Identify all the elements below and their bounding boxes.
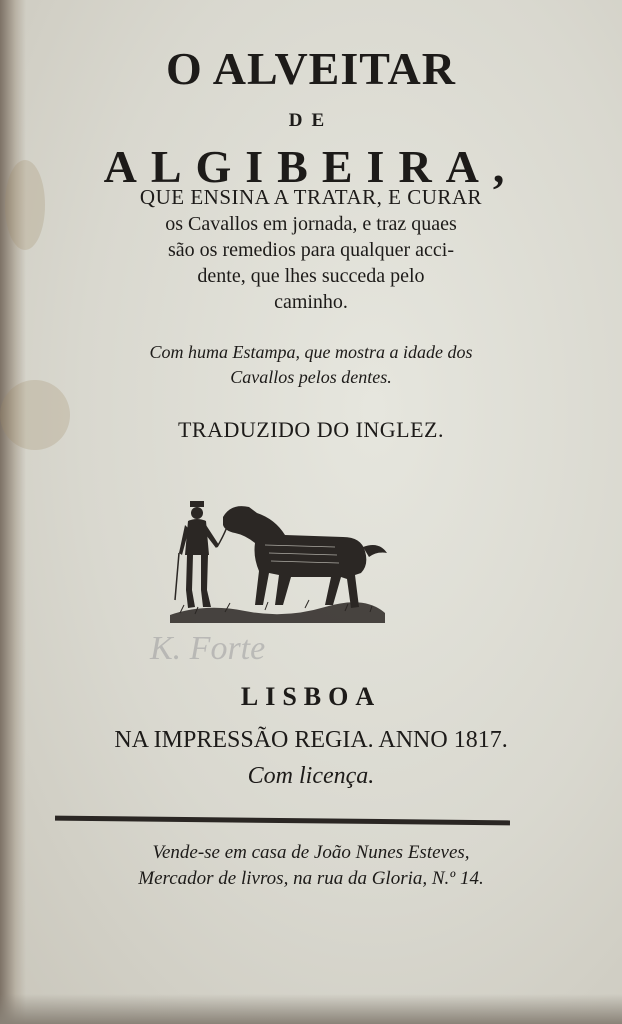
- title-de: DE: [288, 110, 334, 131]
- imprint-city: LISBOA: [240, 682, 382, 711]
- footer-line: Mercador de livros, na rua da Gloria, N.º 14.: [138, 868, 484, 889]
- body-line: são os remedios para qualquer acci-: [168, 239, 454, 261]
- translated-note: TRADUZIDO DO INGLEZ.: [177, 417, 444, 442]
- faded-signature: K. Forte: [150, 630, 266, 667]
- title-algibeira: ALGIBEIRA,: [103, 141, 519, 192]
- imprint-press: NA IMPRESSÃO REGIA. ANNO 1817.: [114, 727, 508, 753]
- page-bottom-edge: [0, 994, 622, 1024]
- footer-line: Vende-se em casa de João Nunes Esteves,: [152, 842, 470, 863]
- imprint-licence: Com licença.: [247, 763, 375, 789]
- subtitle: QUE ENSINA A TRATAR, E CURAR: [139, 185, 483, 209]
- body-line: caminho.: [274, 291, 348, 313]
- book-title: O ALVEITAR: [166, 43, 456, 94]
- body-line: os Cavallos em jornada, e traz quaes: [165, 213, 457, 235]
- body-line: dente, que lhes succeda pelo: [197, 265, 425, 287]
- horse-and-groom-woodcut: [165, 495, 390, 630]
- stampa-line: Cavallos pelos dentes.: [230, 367, 392, 387]
- divider-rule: [55, 816, 510, 826]
- stampa-line: Com huma Estampa, que mostra a idade dos: [149, 342, 473, 362]
